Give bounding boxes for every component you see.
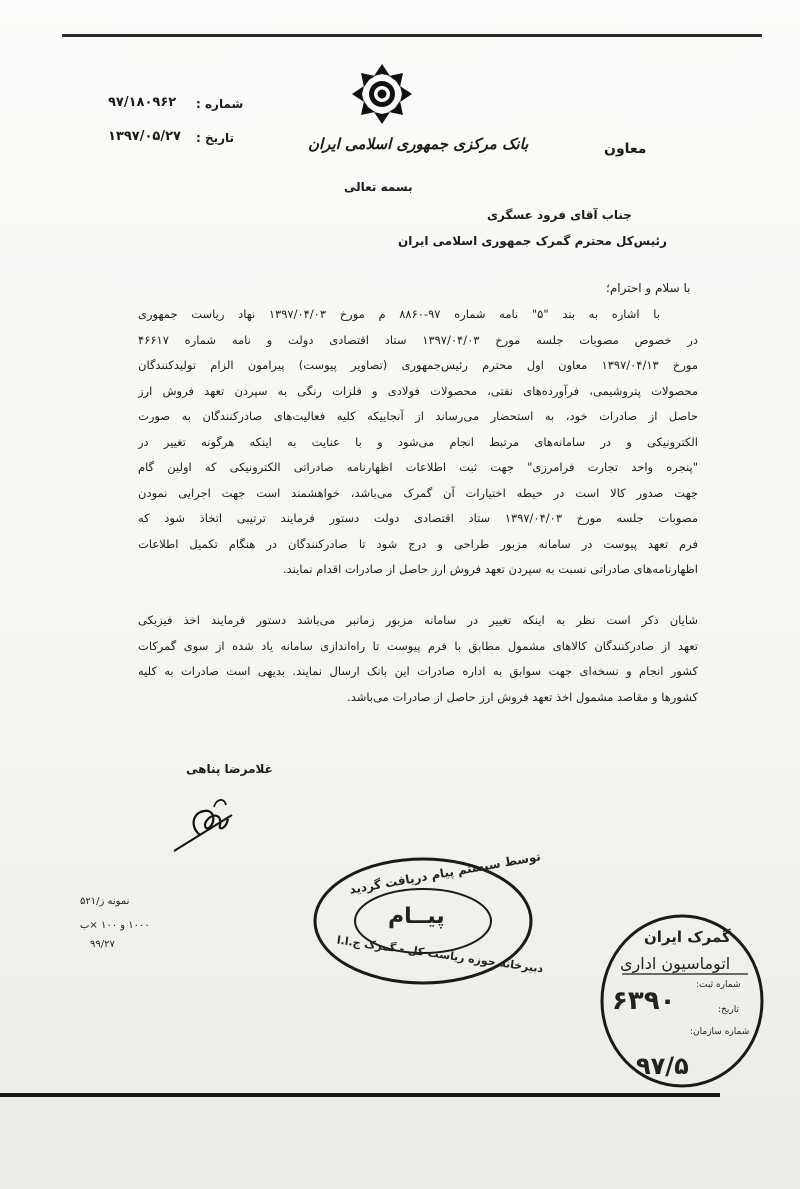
customs-stamp-number-label: شماره ثبت: [696, 980, 741, 990]
form-code-line-1: نمونه ز/۵۲۱ [80, 896, 130, 907]
body-line: الکترونیکی و در سامانه‌های مرتبط انجام می‌شود و با عنایت به اینکه هرگونه تغییر در [138, 434, 698, 449]
customs-stamp-title: گمرک ایران [644, 928, 731, 946]
body-line: مورخ ۱۳۹۷/۰۴/۱۳ معاون اول محترم رئیس‌جمهوری (تصاویر پیوست) پیرامون الزام تولیدکنندگان [138, 358, 698, 372]
receipt-stamp-top-text: توسط سیستم پیام دریافت گردید [348, 849, 542, 897]
body-line: با اشاره به بند "۵" نامه شماره ۹۷-۸۸۶۰ م مورخ ۱۳۹۷/۰۴/۰۳ نهاد ریاست جمهوری [138, 307, 661, 321]
number-value: ۹۷/۱۸۰۹۶۲ [108, 95, 177, 110]
body-line: حاصل از صادرات خود، به استحضار می‌رساند از آنجاییکه کلیه فعالیت‌های صادرکنندگان به صورت [138, 409, 698, 423]
form-code-line-3: ۹۹/۲۷ [90, 939, 115, 950]
body-line: اظهارنامه‌های صادراتی نسبت به سپردن تعهد فروش ارز حاصل از صادرات اقدام نمایند. [282, 562, 698, 576]
body-paragraph-1 [138, 302, 698, 583]
customs-stamp-subtitle: اتوماسیون اداری [620, 954, 731, 973]
form-code-line-2: ۱۰۰۰ و ۱۰۰ ×ب [80, 920, 150, 931]
receipt-stamp-bottom-text: دبیرخانه حوزه ریاست کل - گمرک ج.ا.ا [336, 933, 545, 976]
body-line: تعهد از صادرکنندگان کالاهای مشمول مطابق با فرم پیوست تا راه‌اندازی سامانه یاد شده از سوی گمرکات [138, 638, 698, 653]
customs-stamp-org-label: شماره سازمان: [690, 1027, 750, 1037]
central-bank-logo-icon [350, 62, 414, 126]
body-line: جهت صدور کالا است در حیطه اختیارات آن گمرک می‌باشد، خواهشمند است جهت اجرایی نمودن [138, 485, 698, 500]
customs-stamp-handwritten: ۹۷/۵ [636, 1052, 689, 1080]
office-title: معاون [604, 141, 647, 157]
date-label: تاریخ : [196, 131, 235, 145]
body-line: محصولات پتروشیمی، فرآورده‌های نفتی، محصولات فولادی و فلزات رنگی به سپردن تعهد فروش ارز [138, 383, 698, 398]
body-line: کشورها و مقاصد مشمول اخذ تعهد فروش ارز حاصل از صادرات می‌باشد. [347, 689, 698, 704]
body-line: مصوبات جلسه مورخ ۱۳۹۷/۰۴/۰۳ ستاد اقتصادی دولت دستور فرمایند ترتیبی اتخاذ شود که [138, 511, 698, 525]
signatory-name: غلامرضا پناهی [186, 762, 273, 776]
body-line: کشور انجام و نسخه‌ای جهت سوابق به اداره صادرات این بانک ارسال نمایند. بدیهی است صادرات به کلیه [138, 664, 698, 678]
body-line: شایان ذکر است نظر به اینکه تغییر در سامانه مزبور زمانبر می‌باشد دستور فرمایند اخذ فیزیکی [138, 613, 698, 627]
body-line: "پنجره واحد تجارت فرامرزی" جهت ثبت اطلاعات اظهارنامه صادراتی الکترونیکی که اولین گام [138, 460, 698, 474]
number-label: شماره : [196, 97, 244, 111]
recipient-name: جناب آقای فرود عسگری [487, 208, 632, 222]
date-value: ۱۳۹۷/۰۵/۲۷ [108, 129, 181, 144]
salutation: با سلام و احترام؛ [606, 281, 691, 295]
bottom-border-line [0, 1093, 720, 1097]
body-line: در خصوص مصوبات جلسه مورخ ۱۳۹۷/۰۴/۰۳ ستاد اقتصادی دولت و نامه شماره ۴۶۶۱۷ [138, 332, 698, 347]
recipient-title: رئیس‌کل محترم گمرک جمهوری اسلامی ایران [398, 234, 667, 248]
top-border-line [62, 34, 762, 37]
body-paragraph-2 [138, 608, 698, 710]
signature-icon [170, 785, 250, 855]
receipt-stamp-center-text: پیــام [388, 904, 445, 929]
customs-stamp-number: ۶۳۹۰ [612, 986, 676, 1016]
customs-stamp-date-label: تاریخ: [718, 1005, 739, 1015]
organization-name: بانک مرکزی جمهوری اسلامی ایران [308, 135, 529, 153]
body-line: فرم تعهد پیوست در سامانه مزبور طراحی و درج شود تا صادرکنندگان در هنگام تکمیل اطلاعات [138, 536, 698, 551]
invocation: بسمه تعالی [344, 180, 413, 194]
